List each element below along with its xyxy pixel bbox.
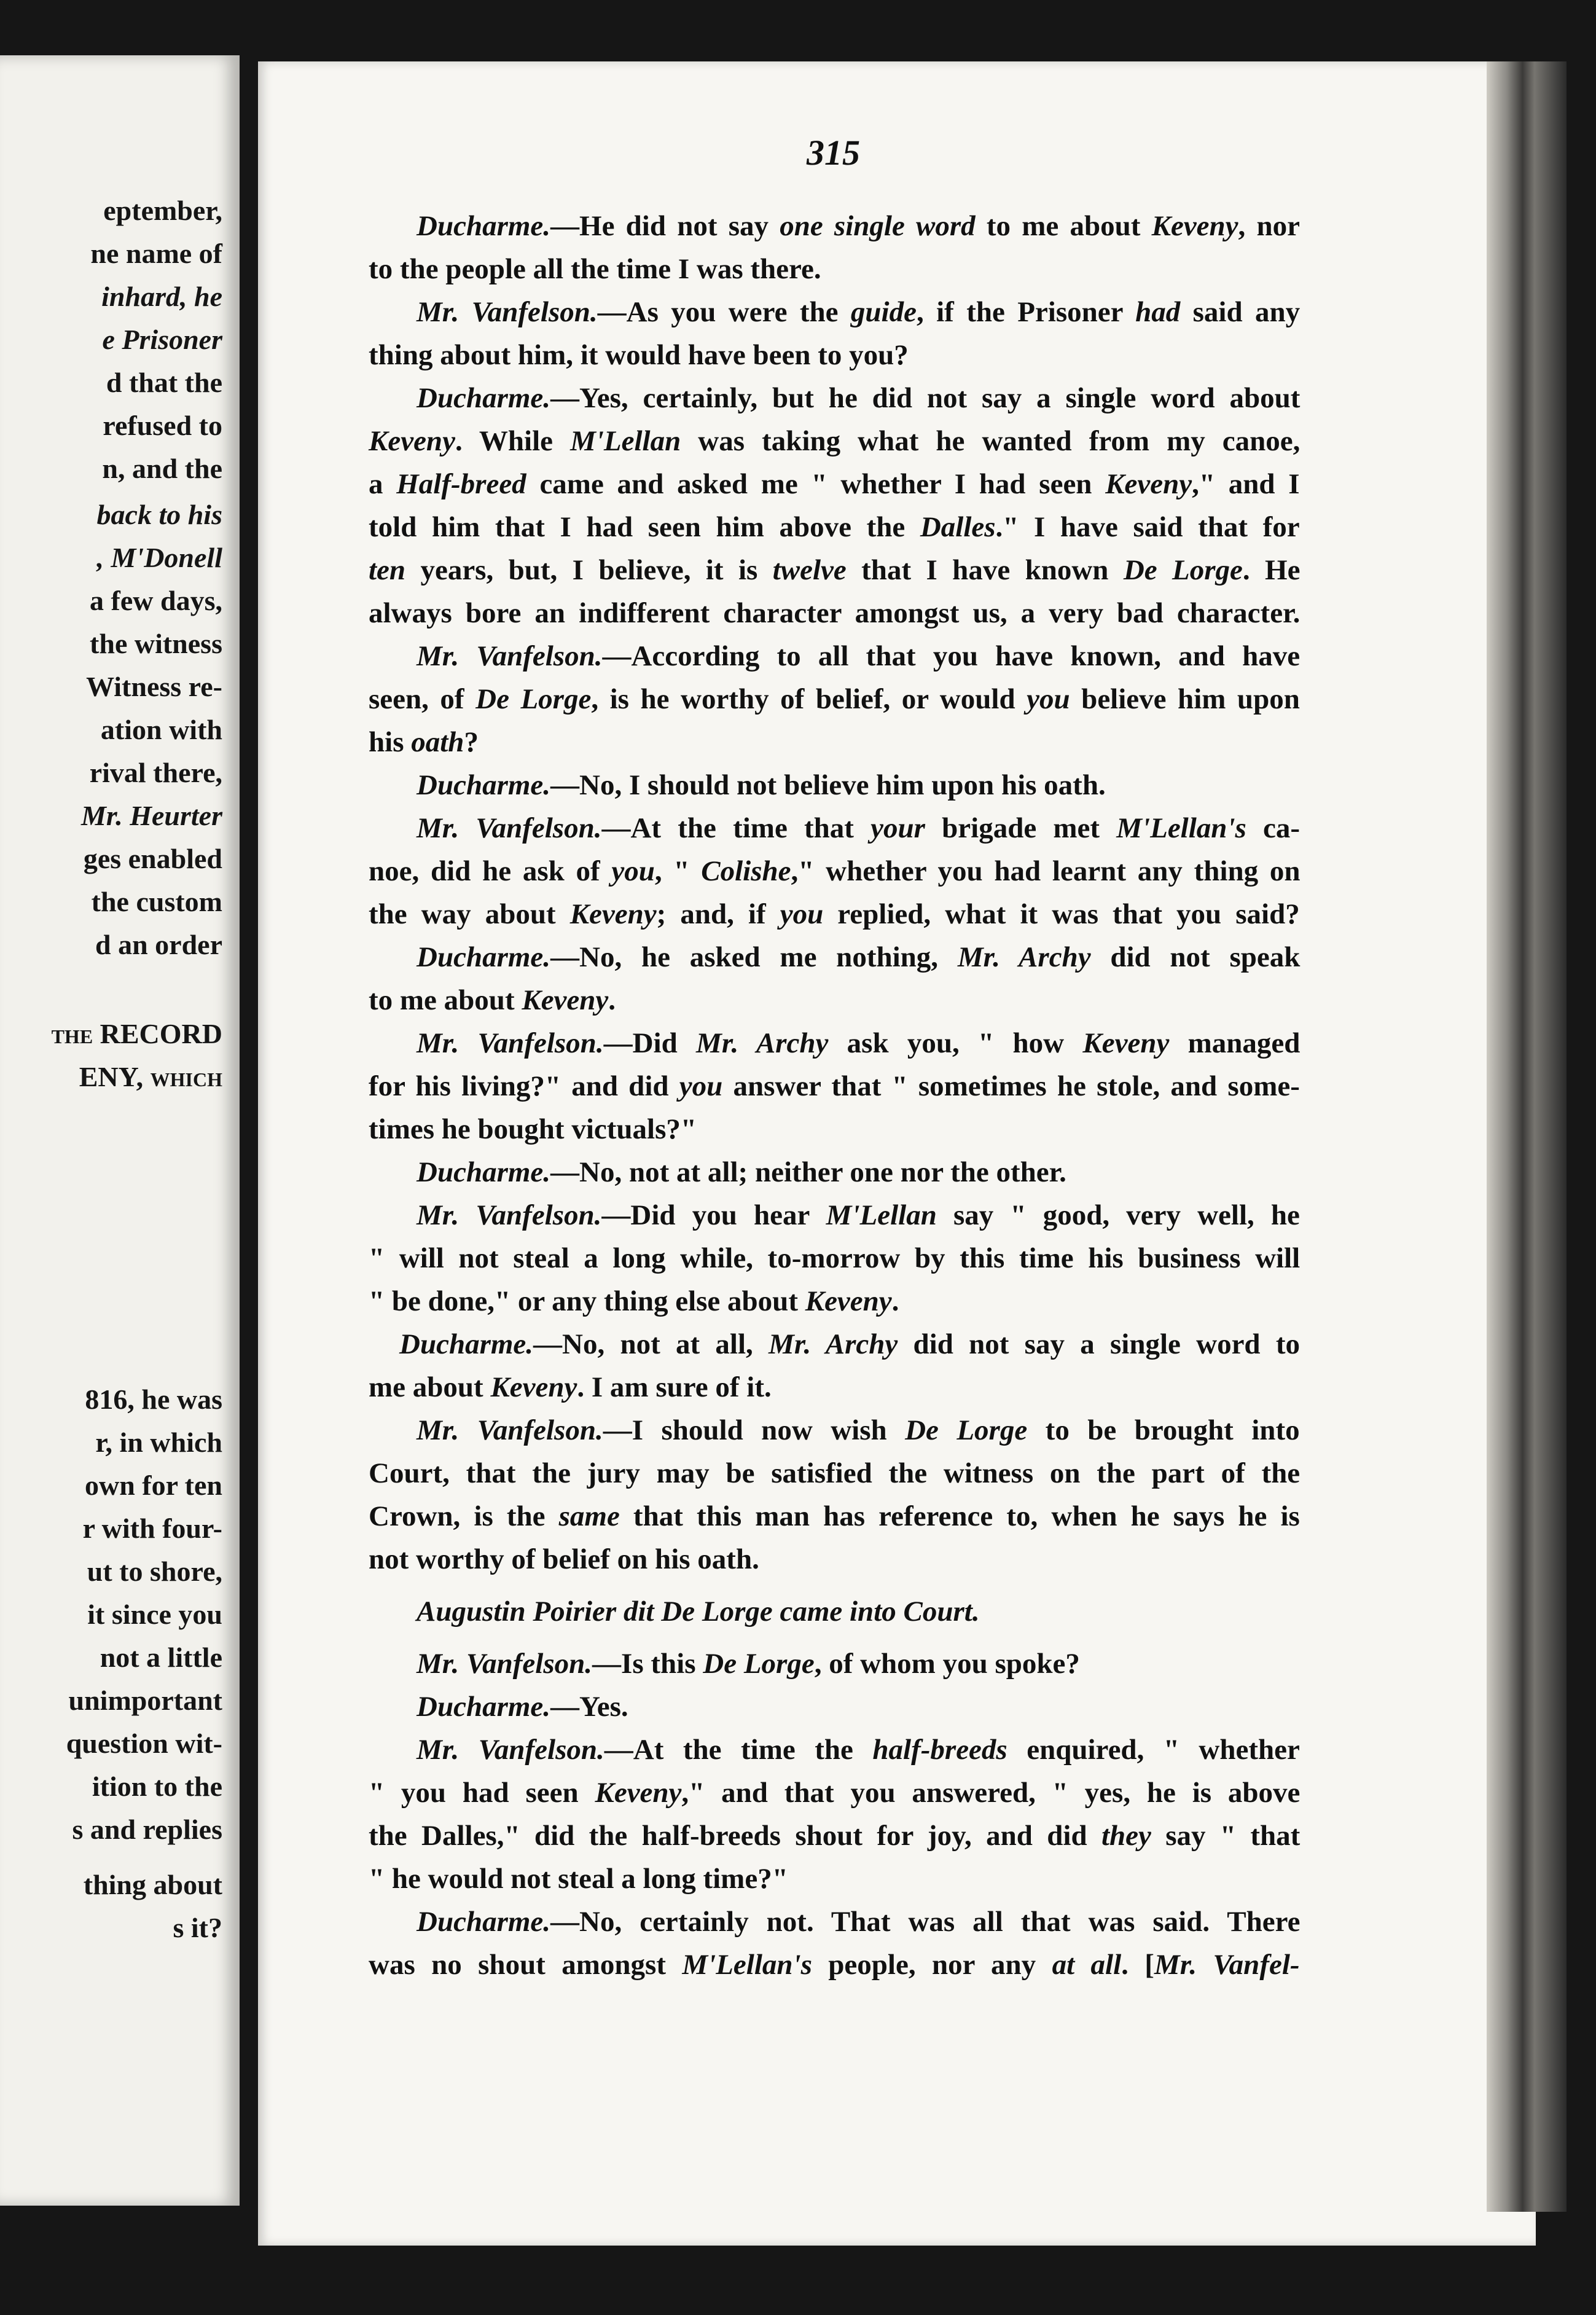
left-fragment-line: s and replies [72,1814,222,1845]
text-line: Ducharme.—No, certainly not. That was all that was said. There [417,1906,1301,1938]
text-line: " be done," or any thing else about Keveny. [369,1285,899,1317]
text-line: Ducharme.—No, I should not believe him upon his oath. [417,769,1106,801]
text-line: the way about Keveny; and, if you replied, what it was that you said? [369,898,1300,930]
left-fragment-line: the witness [90,628,222,659]
left-fragment-line: ges enabled [83,843,222,874]
text-line: Ducharme.—He did not say one single word to me about Keveny, nor [417,210,1300,242]
left-fragment-line: d that the [106,367,222,398]
text-line: was no shout amongst M'Lellan's people, nor any at all. [Mr. Vanfel- [369,1949,1300,1981]
text-line: seen, of De Lorge, is he worthy of belief, or would you believe him upon [369,683,1300,715]
left-fragment-line: d an order [95,929,222,960]
text-line: Ducharme.—No, he asked me nothing, Mr. Archy did not speak [417,941,1301,973]
left-fragment-line: not a little [100,1642,222,1673]
left-fragment-line: ition to the [92,1771,222,1802]
text-line: his oath? [369,726,479,758]
left-fragment-line: it since you [87,1599,222,1630]
text-line: Mr. Vanfelson.—At the time that your brigade met M'Lellan's ca- [417,812,1301,844]
text-line: times he bought victuals?" [369,1113,697,1145]
text-line: Ducharme.—Yes, certainly, but he did not say a single word about [417,382,1301,414]
text-line: Mr. Vanfelson.—At the time the half-breeds enquired, " whether [417,1734,1300,1766]
left-fragment-line: 816, he was [85,1384,222,1415]
text-line: Mr. Vanfelson.—Did Mr. Archy ask you, " how Keveny managed [417,1027,1301,1059]
left-fragment-line: rival there, [89,757,222,788]
text-line: a Half-breed came and asked me " whether I had seen Keveny," and I [369,468,1300,500]
left-fragment-line: own for ten [84,1470,222,1501]
page-edge [1487,61,1567,2212]
text-line: " you had seen Keveny," and that you answered, " yes, he is above [369,1777,1301,1809]
text-line: always bore an indifferent character amongst us, a very bad character. [369,597,1301,629]
text-line: to me about Keveny. [369,984,616,1016]
left-fragment-line: , M'Donell [96,542,222,573]
left-page-fragment [0,55,240,2206]
text-line: Mr. Vanfelson.—I should now wish De Lorge to be brought into [417,1414,1300,1446]
text-line: Mr. Vanfelson.—As you were the guide, if the Prisoner had said any [417,296,1301,328]
left-fragment-line: ne name of [90,238,222,269]
left-fragment-line: Witness re- [86,671,222,702]
left-fragment-line: s it? [173,1912,222,1943]
left-fragment-line: ut to shore, [87,1556,222,1587]
text-line: to the people all the time I was there. [369,253,821,285]
text-line: Ducharme.—Yes. [417,1691,628,1723]
text-line: not worthy of belief on his oath. [369,1543,759,1575]
left-fragment-line: back to his [96,499,222,530]
page-number: 315 [807,133,860,173]
text-line: for his living?" and did you answer that " sometimes he stole, and some- [369,1070,1300,1102]
left-fragment-line: the custom [91,886,222,917]
left-fragment-line: unimportant [68,1685,222,1716]
text-line: Keveny. While M'Lellan was taking what he wanted from my canoe, [369,425,1301,457]
text-line: Augustin Poirier dit De Lorge came into Court. [417,1596,980,1628]
text-line: Ducharme.—No, not at all; neither one nor the other. [417,1156,1066,1188]
left-fragment-line: r, in which [95,1427,222,1458]
left-fragment-line: question wit- [66,1728,222,1759]
text-line: Ducharme.—No, not at all, Mr. Archy did not say a single word to [399,1328,1300,1360]
left-fragment-line: ENY, which [79,1061,222,1092]
left-fragment-line: inhard, he [101,281,222,312]
left-fragment-line: thing about [83,1869,222,1900]
text-line: thing about him, it would have been to you? [369,339,909,371]
left-fragment-line: Mr. Heurter [80,800,222,831]
left-fragment-line: refused to [103,410,222,441]
text-line: ten years, but, I believe, it is twelve that I have known De Lorge. He [369,554,1301,586]
left-fragment-line: a few days, [90,585,222,616]
text-line: Mr. Vanfelson.—According to all that you have known, and have [417,640,1301,672]
text-line: Court, that the jury may be satisfied the witness on the part of the [369,1457,1301,1489]
text-line: Mr. Vanfelson.—Did you hear M'Lellan say " good, very well, he [417,1199,1300,1231]
left-fragment-line: eptember, [103,195,222,226]
text-line: Crown, is the same that this man has reference to, when he says he is [369,1500,1300,1532]
text-line: noe, did he ask of you, " Colishe," whether you had learnt any thing on [369,855,1301,887]
text-line: told him that I had seen him above the Dalles." I have said that for [369,511,1300,543]
text-line: the Dalles," did the half-breeds shout for joy, and did they say " that [369,1820,1301,1852]
left-fragment-line: the RECORD [51,1018,222,1049]
text-line: " will not steal a long while, to-morrow by this time his business will [369,1242,1301,1274]
left-fragment-line: r with four- [82,1513,222,1544]
text-line: me about Keveny. I am sure of it. [369,1371,772,1403]
left-fragment-line: ation with [100,714,222,745]
left-fragment-line: n, and the [102,453,222,484]
text-line: Mr. Vanfelson.—Is this De Lorge, of whom you spoke? [417,1648,1080,1680]
text-line: " he would not steal a long time?" [369,1863,788,1895]
left-fragment-line: e Prisoner [102,324,222,355]
